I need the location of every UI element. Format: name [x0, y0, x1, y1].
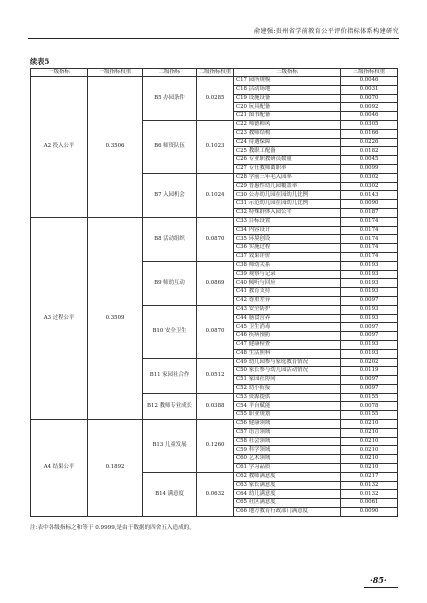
- level3-indicator: C19 设施设备: [234, 94, 341, 103]
- level3-indicator: C62 教师满意度: [234, 472, 341, 481]
- level2-weight: 0.0285: [197, 77, 234, 121]
- level3-weight: 0.0031: [341, 85, 398, 94]
- level3-indicator: C54 平台赋能: [234, 402, 341, 411]
- level2-weight: 0.1023: [197, 120, 234, 173]
- level3-weight: 0.0182: [341, 147, 398, 156]
- level3-weight: 0.0097: [341, 332, 398, 341]
- level2-indicator: B12 教师专业成长: [143, 393, 197, 419]
- level3-indicator: C41 教育支持: [234, 288, 341, 297]
- level3-weight: 0.0305: [341, 120, 398, 129]
- level3-weight: 0.0217: [341, 472, 398, 481]
- level3-indicator: C23 教师结构: [234, 129, 341, 138]
- indicator-weights-table: [30, 68, 398, 517]
- level1-indicator: A4 结果公平: [31, 420, 88, 517]
- level3-indicator: C51 家园社协同: [234, 376, 341, 385]
- level3-weight: 0.0193: [341, 340, 398, 349]
- level3-weight: 0.0097: [341, 384, 398, 393]
- level3-indicator: C35 环境创设: [234, 235, 341, 244]
- col-header: 一级指标: [31, 69, 88, 77]
- level2-indicator: B13 儿童发展: [143, 420, 197, 473]
- level3-weight: 0.0174: [341, 244, 398, 253]
- level2-indicator: B10 安全卫生: [143, 305, 197, 358]
- page-number-rule: [364, 587, 398, 588]
- level3-weight: 0.0090: [341, 508, 398, 517]
- level3-weight: 0.0097: [341, 376, 398, 385]
- col-header: 三级指标权重: [341, 69, 398, 77]
- level3-weight: 0.0210: [341, 464, 398, 473]
- level3-indicator: C22 师德师风: [234, 120, 341, 129]
- level3-indicator: C42 尊重差异: [234, 296, 341, 305]
- level1-indicator: A3 过程公平: [31, 217, 88, 419]
- level3-weight: 0.0174: [341, 226, 398, 235]
- level1-weight: 0.3509: [88, 217, 143, 419]
- col-header: 二级指标: [143, 69, 197, 77]
- page-number: ·85·: [370, 575, 387, 585]
- level3-indicator: C38 师幼关系: [234, 261, 341, 270]
- level3-indicator: C43 安全防护: [234, 305, 341, 314]
- table-header-row: [31, 69, 398, 77]
- level3-indicator: C59 科学领域: [234, 446, 341, 455]
- running-header: 俞建强:贵州省学前教育公平评价指标体系构建研究: [253, 28, 399, 35]
- level3-indicator: C44 膳食营养: [234, 314, 341, 323]
- level3-weight: 0.0193: [341, 305, 398, 314]
- level3-weight: 0.0187: [341, 208, 398, 217]
- level2-weight: 0.0870: [197, 217, 234, 261]
- level3-indicator: C24 待遇保障: [234, 138, 341, 147]
- level3-weight: 0.0193: [341, 349, 398, 358]
- level3-indicator: C31 示范幼儿园在园幼儿比例: [234, 200, 341, 209]
- level3-indicator: C55 职业规划: [234, 411, 341, 420]
- level3-indicator: C64 幼儿满意度: [234, 490, 341, 499]
- level3-indicator: C63 家长满意度: [234, 481, 341, 490]
- table-row: [31, 77, 398, 86]
- level3-weight: 0.0202: [341, 358, 398, 367]
- level3-indicator: C33 目标设置: [234, 217, 341, 226]
- table-row: [31, 217, 398, 226]
- level3-weight: 0.0090: [341, 200, 398, 209]
- level3-indicator: C37 效果评价: [234, 252, 341, 261]
- level3-weight: 0.0155: [341, 393, 398, 402]
- level3-weight: 0.0046: [341, 77, 398, 86]
- level3-weight: 0.0210: [341, 455, 398, 464]
- level3-indicator: C46 疾病预防: [234, 332, 341, 341]
- level3-indicator: C47 健康检查: [234, 340, 341, 349]
- level3-weight: 0.0210: [341, 437, 398, 446]
- level3-indicator: C66 地方教育行政部门满意度: [234, 508, 341, 517]
- table-note: 注:表中各级指标之和等于 0.9999,是由于数据的四舍五入造成的。: [30, 525, 195, 531]
- header-rule: [28, 38, 399, 39]
- level3-weight: 0.0193: [341, 261, 398, 270]
- level3-weight: 0.0193: [341, 314, 398, 323]
- level3-indicator: C27 专任教师离职率: [234, 164, 341, 173]
- level3-indicator: C50 家长参与幼儿园活动情况: [234, 367, 341, 376]
- level2-weight: 0.0632: [197, 472, 234, 516]
- level3-weight: 0.0166: [341, 129, 398, 138]
- level2-weight: 0.1260: [197, 420, 234, 473]
- level2-indicator: B14 满意度: [143, 472, 197, 516]
- level3-weight: 0.0143: [341, 191, 398, 200]
- level2-weight: 0.0512: [197, 358, 234, 393]
- level3-indicator: C53 资源提供: [234, 393, 341, 402]
- level3-indicator: C36 实施过程: [234, 244, 341, 253]
- level3-indicator: C39 观察与记录: [234, 270, 341, 279]
- level3-indicator: C48 生活照料: [234, 349, 341, 358]
- level3-indicator: C57 语言领域: [234, 428, 341, 437]
- level3-weight: 0.0045: [341, 156, 398, 165]
- level2-weight: 0.0869: [197, 261, 234, 305]
- level3-weight: 0.0210: [341, 420, 398, 429]
- level2-indicator: B5 办园条件: [143, 77, 197, 121]
- level2-weight: 0.0870: [197, 305, 234, 358]
- col-header: 三级指标: [234, 69, 341, 77]
- level1-indicator: A2 投入公平: [31, 77, 88, 218]
- level3-weight: 0.0302: [341, 173, 398, 182]
- level2-indicator: B11 家园社合作: [143, 358, 197, 393]
- level3-weight: 0.0061: [341, 499, 398, 508]
- level3-weight: 0.0210: [341, 446, 398, 455]
- level3-weight: 0.0119: [341, 367, 398, 376]
- level2-indicator: B8 活动组织: [143, 217, 197, 261]
- level3-indicator: C18 活动场地: [234, 85, 341, 94]
- level3-weight: 0.0193: [341, 270, 398, 279]
- level3-weight: 0.0132: [341, 490, 398, 499]
- level3-weight: 0.0155: [341, 411, 398, 420]
- level3-indicator: C17 园所规模: [234, 77, 341, 86]
- level3-weight: 0.0302: [341, 182, 398, 191]
- level3-weight: 0.0046: [341, 112, 398, 121]
- level3-indicator: C21 图书配备: [234, 112, 341, 121]
- table-caption: 续表5: [30, 57, 50, 66]
- col-header: 二级指标权重: [197, 69, 234, 77]
- level3-indicator: C52 幼小衔接: [234, 384, 341, 393]
- level2-indicator: B9 师幼互动: [143, 261, 197, 305]
- level2-weight: 0.0388: [197, 393, 234, 419]
- level3-weight: 0.0174: [341, 252, 398, 261]
- level3-weight: 0.0078: [341, 402, 398, 411]
- level3-weight: 0.0092: [341, 103, 398, 112]
- level3-indicator: C45 卫生消毒: [234, 323, 341, 332]
- level3-indicator: C20 玩具配备: [234, 103, 341, 112]
- col-header: 一级指标权重: [88, 69, 143, 77]
- level3-weight: 0.0174: [341, 235, 398, 244]
- level3-indicator: C49 幼儿园参与家庭教育情况: [234, 358, 341, 367]
- level1-weight: 0.1892: [88, 420, 143, 517]
- level3-weight: 0.0174: [341, 217, 398, 226]
- level2-indicator: B7 入园机会: [143, 173, 197, 217]
- level3-indicator: C26 专业职教研员数量: [234, 156, 341, 165]
- level3-weight: 0.0210: [341, 428, 398, 437]
- table-row: [31, 420, 398, 429]
- level3-indicator: C60 艺术领域: [234, 455, 341, 464]
- level3-weight: 0.0099: [341, 164, 398, 173]
- level3-weight: 0.0193: [341, 288, 398, 297]
- level3-weight: 0.0097: [341, 296, 398, 305]
- level3-weight: 0.0226: [341, 138, 398, 147]
- table-body: [31, 77, 398, 517]
- level3-weight: 0.0193: [341, 279, 398, 288]
- level3-indicator: C32 特殊群体入园公平: [234, 208, 341, 217]
- level3-indicator: C56 健康领域: [234, 420, 341, 429]
- level1-weight: 0.3506: [88, 77, 143, 218]
- level3-indicator: C30 公办幼儿园在园幼儿比例: [234, 191, 341, 200]
- level3-indicator: C28 学前三年毛入园率: [234, 173, 341, 182]
- level2-weight: 0.1024: [197, 173, 234, 217]
- level3-indicator: C29 普惠性幼儿园覆盖率: [234, 182, 341, 191]
- level3-indicator: C25 教职工配备: [234, 147, 341, 156]
- level3-weight: 0.0097: [341, 323, 398, 332]
- level3-indicator: C65 社区满意度: [234, 499, 341, 508]
- level3-indicator: C58 社会领域: [234, 437, 341, 446]
- level3-indicator: C40 倾听与回应: [234, 279, 341, 288]
- level3-weight: 0.0070: [341, 94, 398, 103]
- level3-indicator: C61 学习品质: [234, 464, 341, 473]
- level3-weight: 0.0132: [341, 481, 398, 490]
- level3-indicator: C34 内容设计: [234, 226, 341, 235]
- level2-indicator: B6 师资队伍: [143, 120, 197, 173]
